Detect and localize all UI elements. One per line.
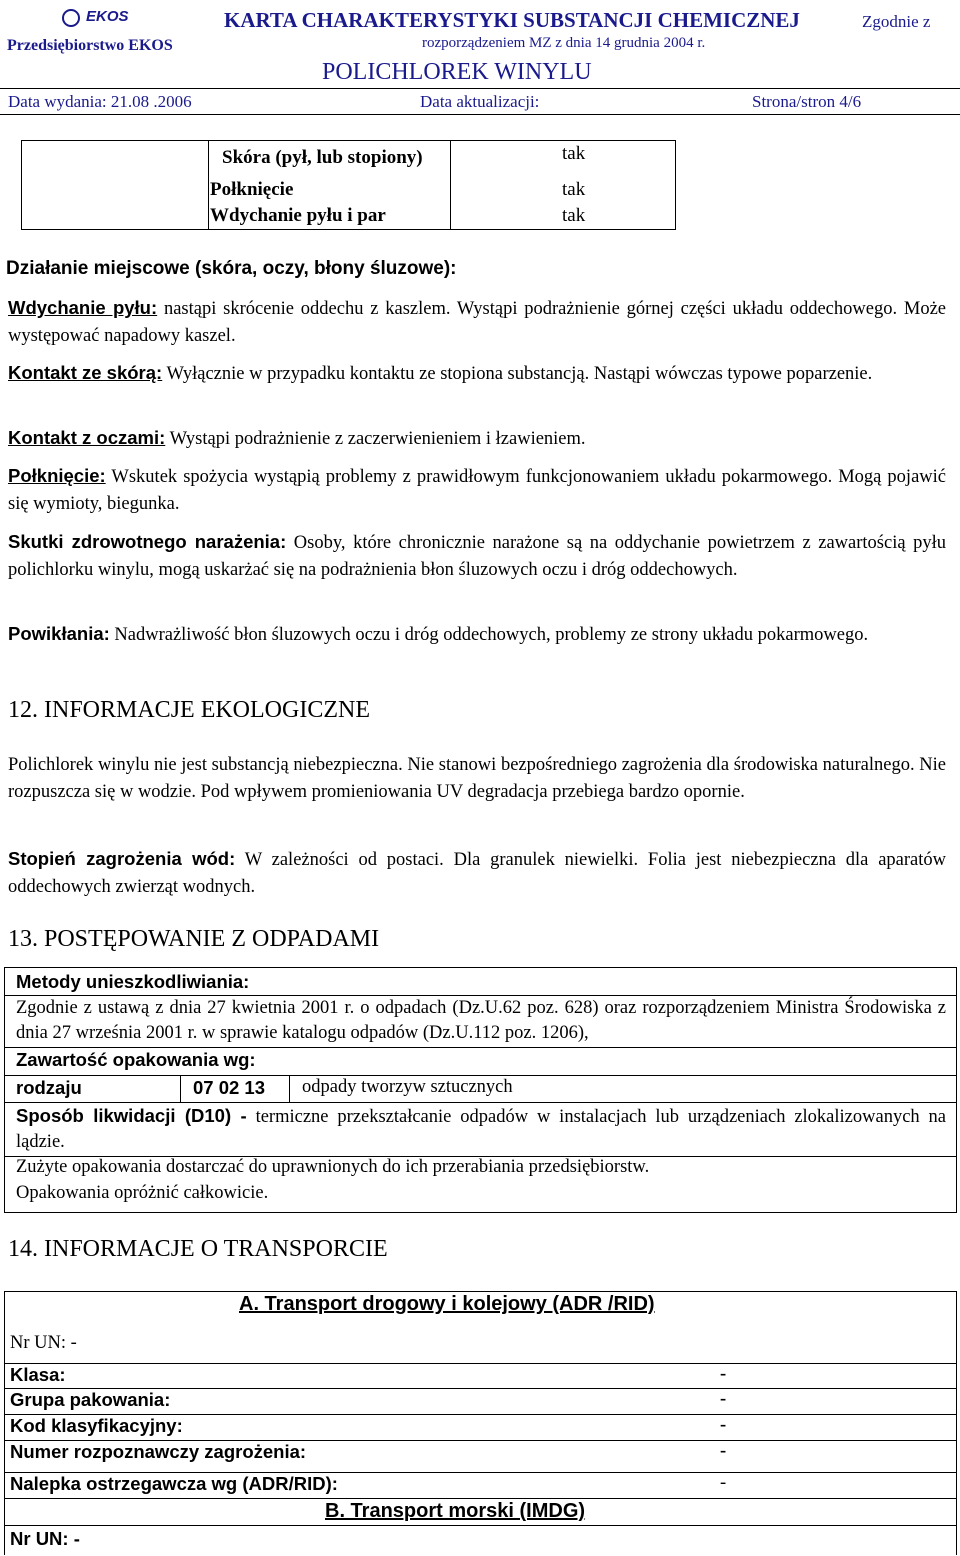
table-rule bbox=[4, 1363, 957, 1364]
transport-row-value: - bbox=[720, 1415, 727, 1435]
ingestion-paragraph bbox=[8, 462, 946, 518]
logo-text: EKOS bbox=[86, 8, 129, 25]
section-14-heading: 14. INFORMACJE O TRANSPORCIE bbox=[8, 1236, 388, 1262]
exposure-routes-table bbox=[21, 140, 676, 230]
water-hazard-label: Stopień zagrożenia wód: bbox=[8, 848, 236, 869]
skin-contact-label: Kontakt ze skórą: bbox=[8, 362, 163, 383]
disposal-method-paragraph bbox=[16, 1103, 946, 1155]
page-number: Strona/stron 4/6 bbox=[752, 92, 862, 111]
waste-type-label: rodzaju bbox=[16, 1077, 82, 1098]
inhalation-label: Wdychanie pyłu: bbox=[8, 297, 158, 318]
table-rule bbox=[4, 1047, 957, 1048]
section-12-heading: 12. INFORMACJE EKOLOGICZNE bbox=[8, 697, 370, 723]
water-hazard-paragraph bbox=[8, 845, 946, 901]
used-packaging-note: Zużyte opakowania dostarczać do uprawnionych do ich przerabiania przedsiębiorstw. bbox=[16, 1157, 650, 1177]
empty-packaging-note: Opakowania opróżnić całkowicie. bbox=[16, 1183, 269, 1203]
table-rule bbox=[4, 1291, 957, 1292]
exposure-route: Połknięcie bbox=[210, 179, 294, 200]
exposure-value: tak bbox=[562, 205, 586, 226]
skin-contact-paragraph bbox=[8, 359, 946, 388]
exposure-route: Wdychanie pyłu i par bbox=[210, 205, 386, 226]
section-13-heading: 13. POSTĘPOWANIE Z ODPADAMI bbox=[8, 926, 380, 952]
update-date: Data aktualizacji: bbox=[420, 92, 540, 111]
waste-code-description: odpady tworzyw sztucznych bbox=[302, 1077, 513, 1097]
table-rule bbox=[4, 1525, 957, 1526]
table-divider bbox=[289, 1075, 290, 1102]
table-divider bbox=[450, 141, 451, 229]
product-name: POLICHLOREK WINYLU bbox=[322, 59, 592, 85]
water-hazard-text: W zależności od postaci. Dla granulek niewielki. Folia jest niebezpieczna dla aparatów oddechowych zwierząt wodnych. bbox=[8, 850, 946, 897]
exposure-route: Skóra (pył, lub stopiony) bbox=[222, 147, 423, 168]
disposal-methods-label: Metody unieszkodliwiania: bbox=[16, 971, 250, 992]
table-rule bbox=[4, 1075, 957, 1076]
table-rule bbox=[4, 1498, 957, 1499]
company-logo bbox=[62, 8, 140, 30]
table-rule bbox=[4, 967, 957, 968]
waste-code: 07 02 13 bbox=[193, 1077, 266, 1098]
ecology-paragraph: Polichlorek winylu nie jest substancją niebezpieczna. Nie stanowi bezpośredniego zagrożenia dla środowiska naturalnego. Nie rozpuszcza się w wodzie. Pod wpływem promieniowania UV degradacja przebiega bardzo opornie. bbox=[8, 755, 946, 802]
local-effects-heading: Działanie miejscowe (skóra, oczy, błony śluzowe): bbox=[6, 258, 457, 279]
complications-text: Nadwrażliwość błon śluzowych oczu i dróg oddechowych, problemy ze strony układu pokarmowego. bbox=[109, 625, 869, 645]
un-number-road: Nr UN: - bbox=[10, 1333, 77, 1353]
sea-transport-heading: B. Transport morski (IMDG) bbox=[325, 1500, 586, 1522]
chronic-effects-label: Skutki zdrowotnego narażenia: bbox=[8, 531, 287, 552]
eye-contact-label: Kontakt z oczami: bbox=[8, 427, 166, 448]
transport-row-value: - bbox=[720, 1389, 727, 1409]
disposal-method-text: termiczne przekształcanie odpadów w instalacjach lub urządzeniach zlokalizowanych na lądzie. bbox=[16, 1107, 946, 1152]
document-title: KARTA CHARAKTERYSTYKI SUBSTANCJI CHEMICZNEJ bbox=[224, 8, 800, 32]
chronic-effects-text: Osoby, które chronicznie narażone są na oddychanie powietrzem z zawartością pyłu polichlorku winylu, mogą uskarżać się na podrażnienia błon śluzowych oczu i dróg oddechowych. bbox=[8, 533, 946, 580]
chronic-effects-paragraph bbox=[8, 528, 946, 584]
ingestion-label: Połknięcie: bbox=[8, 465, 106, 486]
complications-paragraph bbox=[8, 620, 946, 649]
exposure-value: tak bbox=[562, 179, 586, 200]
road-transport-heading: A. Transport drogowy i kolejowy (ADR /RID) bbox=[239, 1293, 655, 1315]
issue-date: Data wydania: 21.08 .2006 bbox=[8, 92, 192, 111]
transport-row-value: - bbox=[720, 1473, 727, 1493]
inhalation-paragraph bbox=[8, 294, 946, 350]
disposal-method-label: Sposób likwidacji (D10) - bbox=[16, 1105, 247, 1126]
transport-row-value: - bbox=[720, 1364, 727, 1384]
inhalation-text: nastąpi skrócenie oddechu z kaszlem. Wystąpi podrażnienie górnej części układu oddechowego. Może występować napadowy kaszel. bbox=[8, 299, 946, 346]
table-rule bbox=[4, 1212, 957, 1213]
regulation-line: rozporządzeniem MZ z dnia 14 grudnia 2004 r. bbox=[422, 35, 706, 51]
eye-contact-paragraph bbox=[8, 424, 946, 453]
packaging-content-label: Zawartość opakowania wg: bbox=[16, 1049, 256, 1070]
ingestion-text: Wskutek spożycia wystąpią problemy z prawidłowym funkcjonowaniem układu pokarmowego. Mogą pojawić się wymioty, biegunka. bbox=[8, 467, 946, 514]
table-divider bbox=[180, 1075, 181, 1102]
transport-row-label: Grupa pakowania: bbox=[10, 1389, 171, 1410]
company-name: Przedsiębiorstwo EKOS bbox=[7, 37, 173, 54]
transport-row-label: Klasa: bbox=[10, 1364, 66, 1385]
eye-contact-text: Wystąpi podrażnienie z zaczerwienieniem i łzawieniem. bbox=[165, 429, 586, 449]
legal-basis-text: Zgodnie z ustawą z dnia 27 kwietnia 2001 r. o odpadach (Dz.U.62 poz. 628) oraz rozporządzeniem Ministra Środowiska z dnia 27 września 2001 r. w sprawie katalogu odpadów (Dz.U.112 poz. 1206), bbox=[16, 998, 946, 1043]
exposure-value: tak bbox=[562, 143, 586, 164]
table-divider bbox=[208, 141, 209, 229]
header-divider bbox=[0, 88, 960, 89]
transport-row-label: Numer rozpoznawczy zagrożenia: bbox=[10, 1441, 307, 1462]
logo-emblem-icon bbox=[62, 9, 80, 27]
transport-row-label: Nalepka ostrzegawcza wg (ADR/RID): bbox=[10, 1473, 338, 1494]
complications-label: Powikłania: bbox=[8, 623, 110, 644]
transport-row-value: - bbox=[720, 1441, 727, 1461]
un-number-sea: Nr UN: - bbox=[10, 1528, 80, 1549]
header-divider-bottom bbox=[0, 114, 960, 115]
skin-contact-text: Wyłącznie w przypadku kontaktu ze stopiona substancją. Nastąpi wówczas typowe poparzenie. bbox=[162, 364, 873, 384]
transport-row-label: Kod klasyfikacyjny: bbox=[10, 1415, 183, 1436]
compliance-note: Zgodnie z bbox=[862, 12, 931, 31]
